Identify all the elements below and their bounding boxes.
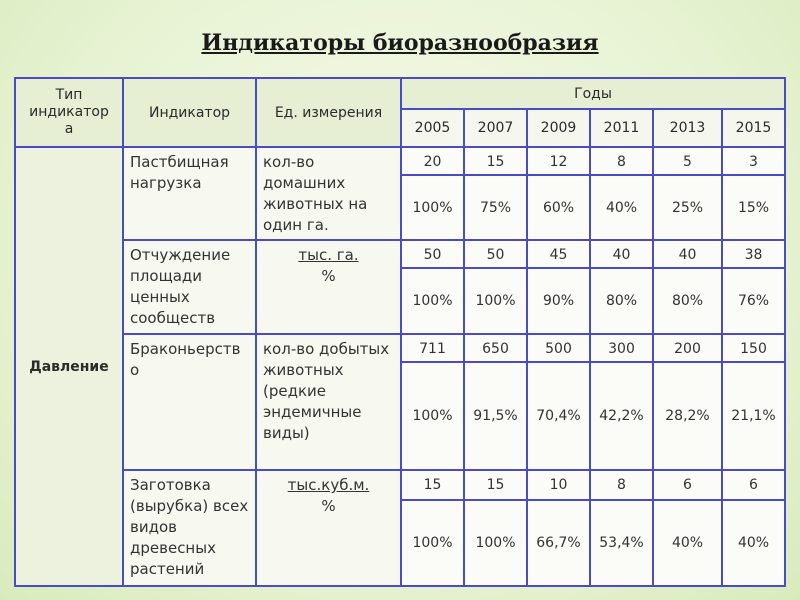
- value-cell: 6: [722, 470, 785, 500]
- value-cell: 3: [722, 147, 785, 175]
- header-unit-label: Ед. измерения: [274, 104, 383, 121]
- unit-cell: кол-во добытых животных (редкие эндемичные виды): [256, 334, 401, 470]
- value-cell: 20: [401, 147, 464, 175]
- value-cell: 8: [590, 470, 653, 500]
- header-indicator: [123, 78, 256, 147]
- value-cell: 50: [464, 240, 527, 268]
- header-type-line1: Тип: [55, 87, 83, 103]
- percent-cell: 100%: [464, 268, 527, 334]
- year-cell: 2005: [401, 109, 464, 147]
- value-cell: 38: [722, 240, 785, 268]
- unit-line1: тыс.куб.м.: [287, 476, 370, 494]
- value-cell: 8: [590, 147, 653, 175]
- value-cell: 40: [590, 240, 653, 268]
- group-type-cell: [15, 147, 123, 586]
- percent-cell: 100%: [401, 500, 464, 586]
- unit-cell: кол-во домашних животных на один га.: [256, 147, 401, 240]
- percent-cell: 100%: [401, 268, 464, 334]
- percent-cell: 40%: [590, 175, 653, 240]
- value-cell: 12: [527, 147, 590, 175]
- unit-cell: [256, 470, 401, 586]
- percent-cell: 100%: [464, 500, 527, 586]
- percent-cell: 80%: [653, 268, 722, 334]
- group-type-label: Давление: [29, 358, 109, 375]
- indicator-cell: Отчуждение площади ценных сообществ: [123, 240, 256, 334]
- percent-cell: 70,4%: [527, 362, 590, 470]
- value-cell: 15: [464, 470, 527, 500]
- header-unit: [256, 78, 401, 147]
- header-indicator-label: Индикатор: [148, 104, 231, 121]
- value-cell: 711: [401, 334, 464, 362]
- header-type-cell: [15, 78, 123, 147]
- header-years-label: Годы: [574, 85, 612, 102]
- year-cell: 2011: [590, 109, 653, 147]
- year-cell: 2013: [653, 109, 722, 147]
- value-cell: 10: [527, 470, 590, 500]
- value-cell: 50: [401, 240, 464, 268]
- biodiversity-table: [14, 77, 786, 587]
- value-cell: 45: [527, 240, 590, 268]
- percent-cell: 75%: [464, 175, 527, 240]
- percent-cell: 76%: [722, 268, 785, 334]
- value-cell: 40: [653, 240, 722, 268]
- percent-cell: 100%: [401, 362, 464, 470]
- header-years: [401, 78, 785, 109]
- value-cell: 5: [653, 147, 722, 175]
- year-cell: 2009: [527, 109, 590, 147]
- percent-cell: 15%: [722, 175, 785, 240]
- unit-line1: тыс. га.: [298, 246, 359, 264]
- percent-cell: 91,5%: [464, 362, 527, 470]
- percent-cell: 42,2%: [590, 362, 653, 470]
- percent-cell: 90%: [527, 268, 590, 334]
- value-cell: 200: [653, 334, 722, 362]
- header-type-line3: а: [64, 121, 74, 137]
- percent-cell: 25%: [653, 175, 722, 240]
- unit-line2: %: [321, 497, 336, 515]
- page-title: Индикаторы биоразнообразия: [201, 30, 599, 56]
- indicator-cell: Браконьерств о: [123, 334, 256, 470]
- year-cell: 2007: [464, 109, 527, 147]
- percent-cell: 100%: [401, 175, 464, 240]
- percent-cell: 28,2%: [653, 362, 722, 470]
- indicator-cell: Заготовка (вырубка) всех видов древесных растений: [123, 470, 256, 586]
- value-cell: 650: [464, 334, 527, 362]
- value-cell: 15: [464, 147, 527, 175]
- percent-cell: 66,7%: [527, 500, 590, 586]
- percent-cell: 53,4%: [590, 500, 653, 586]
- percent-cell: 40%: [722, 500, 785, 586]
- value-cell: 150: [722, 334, 785, 362]
- value-cell: 500: [527, 334, 590, 362]
- percent-cell: 21,1%: [722, 362, 785, 470]
- value-cell: 6: [653, 470, 722, 500]
- percent-cell: 40%: [653, 500, 722, 586]
- value-cell: 15: [401, 470, 464, 500]
- year-cell: 2015: [722, 109, 785, 147]
- value-cell: 300: [590, 334, 653, 362]
- percent-cell: 60%: [527, 175, 590, 240]
- unit-line2: %: [321, 267, 336, 285]
- header-type-line2: индикатор: [29, 104, 109, 120]
- unit-cell: [256, 240, 401, 334]
- indicator-cell: Пастбищная нагрузка: [123, 147, 256, 240]
- percent-cell: 80%: [590, 268, 653, 334]
